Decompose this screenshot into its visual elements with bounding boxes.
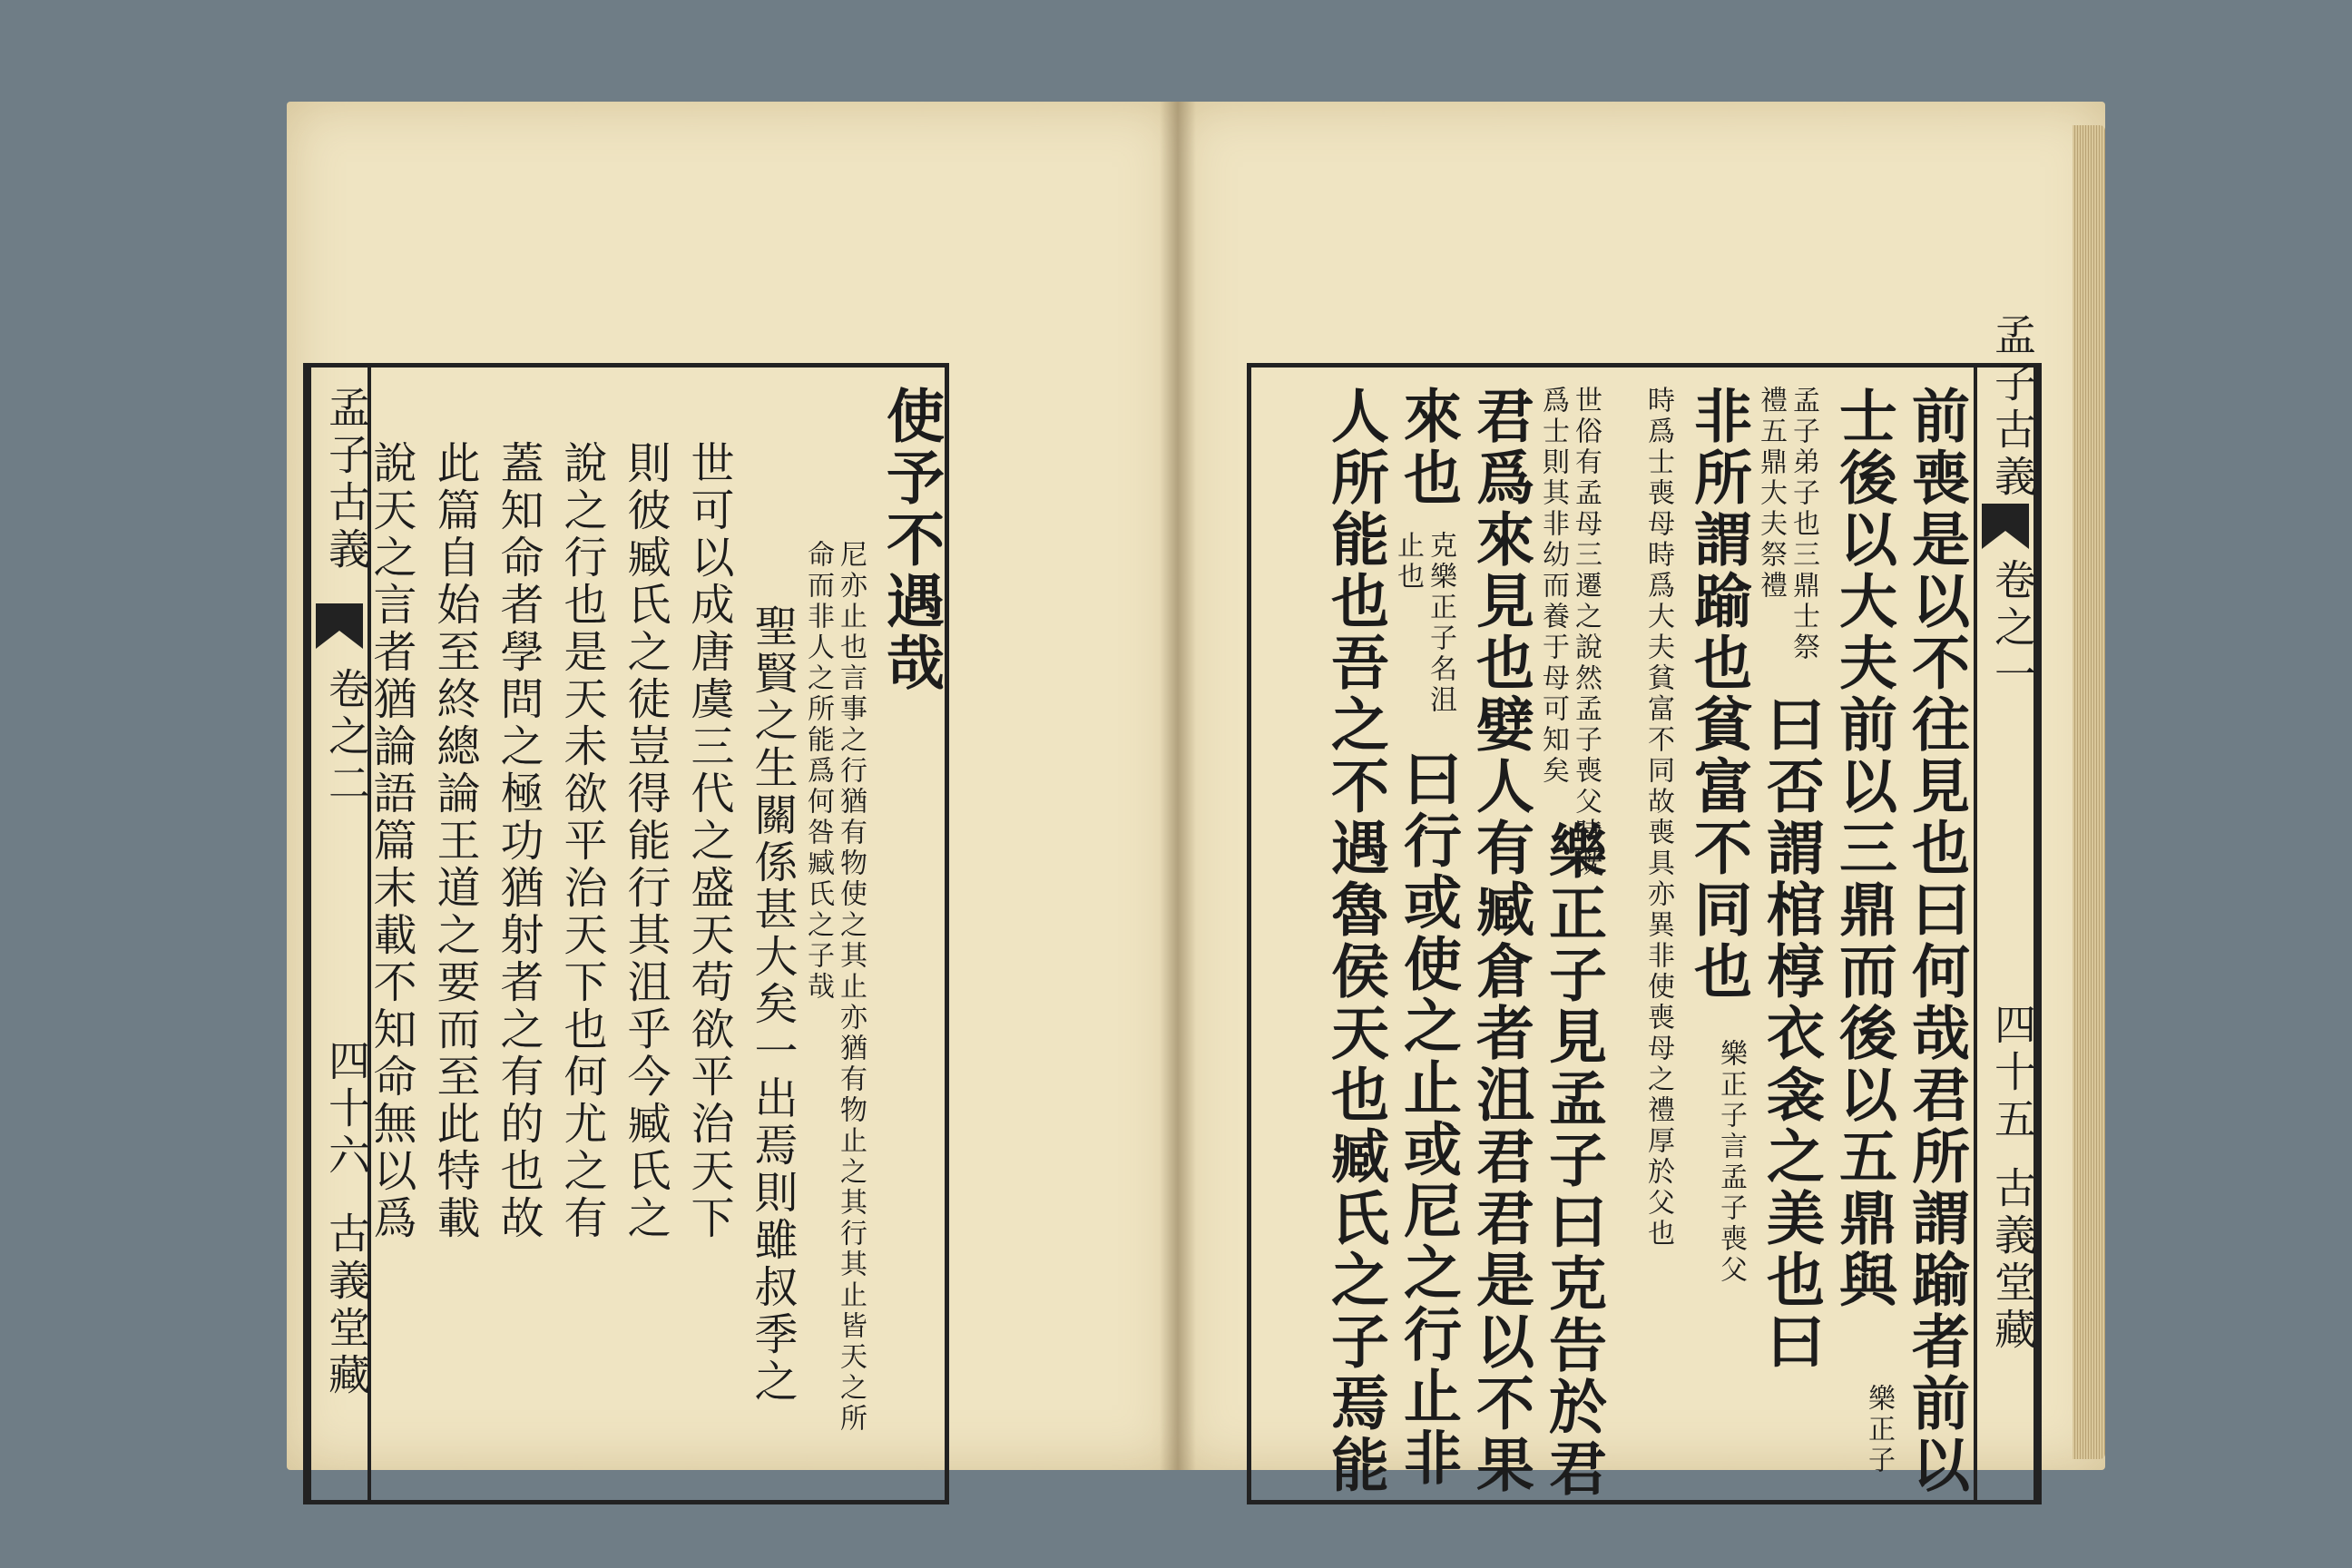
left-margin-bar — [308, 368, 371, 1500]
left-margin-title: 孟子古義 — [322, 386, 371, 574]
left-column-1-main: 使予不遇哉 — [877, 386, 945, 694]
right-column-7: 君爲來見也嬖人有臧倉者沮君君是以不果 — [1466, 386, 1534, 1496]
right-column-9: 人所能也吾之不遇魯侯天也臧氏之子焉能 — [1321, 386, 1389, 1496]
right-column-4: 非所謂踰也貧富不同也 — [1684, 386, 1752, 1003]
right-column-4-note: 樂正子言孟子喪父 — [1715, 1039, 1747, 1286]
left-column-8: 說天之言者猶論語篇末載不知命無以爲 — [366, 440, 416, 1242]
right-column-8-note: 克樂正子名沮止也 — [1392, 531, 1456, 716]
left-column-1-note: 尼亦止也言事之行猶有物使之其止亦猶有物止之其行其止皆天之所命而非人之所能爲何咎臧氏之子哉 — [802, 540, 867, 1435]
right-column-8b: 曰行或使之止或尼之行止非 — [1394, 749, 1462, 1489]
left-column-1 — [877, 386, 945, 694]
left-column-2: 聖賢之生關係甚大矣一出焉則雖叔季之 — [747, 603, 798, 1406]
right-fish-tail-mark — [1982, 504, 2029, 549]
right-column-5-note: 時爲士喪母時爲大夫貧富不同故喪具亦異非使喪母之禮厚於父也 — [1642, 386, 1674, 1250]
left-column-4: 則彼臧氏之徒豈得能行其沮乎今臧氏之 — [620, 440, 671, 1242]
left-column-3: 世可以成唐虞三代之盛天苟欲平治天下 — [683, 440, 734, 1242]
book-gutter — [1160, 102, 1196, 1470]
left-margin-house: 古義堂藏 — [322, 1211, 371, 1400]
right-page — [1178, 102, 2105, 1500]
right-margin-page: 四十五 — [1988, 1003, 2037, 1144]
left-column-5: 說之行也是天未欲平治天下也何尤之有 — [556, 440, 607, 1242]
right-column-3-note: 孟子弟子也三鼎士祭禮五鼎大夫祭禮 — [1755, 386, 1819, 663]
right-margin-bar — [1974, 313, 2037, 1500]
left-page — [287, 102, 1178, 1470]
page-edges — [2073, 125, 2105, 1459]
right-column-2-note: 樂正子 — [1863, 1384, 1895, 1476]
left-column-6: 蓋知命者學問之極功猶射者之有的也故 — [493, 440, 544, 1242]
open-book — [287, 102, 2105, 1500]
left-margin-page: 四十六 — [322, 1039, 371, 1181]
right-margin-title: 孟子古義 — [1988, 313, 2037, 502]
left-column-7: 此篇自始至終總論王道之要而至此特載 — [429, 440, 480, 1242]
left-margin-chapter: 卷之二 — [322, 667, 371, 808]
right-column-6-note: 世俗有孟母三遷之說然孟子喪父時既爲士則其非幼而養于母可知矣 — [1537, 386, 1602, 879]
left-text-frame — [303, 363, 949, 1504]
right-margin-house: 古義堂藏 — [1988, 1166, 2037, 1355]
right-column-3: 曰否謂棺椁衣衾之美也曰 — [1757, 694, 1825, 1373]
right-column-1: 前喪是以不往見也曰何哉君所謂踰者前以 — [1902, 386, 1970, 1496]
right-margin-chapter: 卷之一 — [1988, 558, 2037, 700]
right-column-2: 士後以大夫前以三鼎而後以五鼎與 — [1829, 386, 1897, 1311]
right-column-8: 來也 — [1394, 386, 1462, 509]
left-fish-tail-mark — [316, 603, 363, 649]
right-column-6: 樂正子見孟子曰克告於君 — [1539, 821, 1607, 1500]
right-text-frame — [1247, 313, 2042, 1504]
